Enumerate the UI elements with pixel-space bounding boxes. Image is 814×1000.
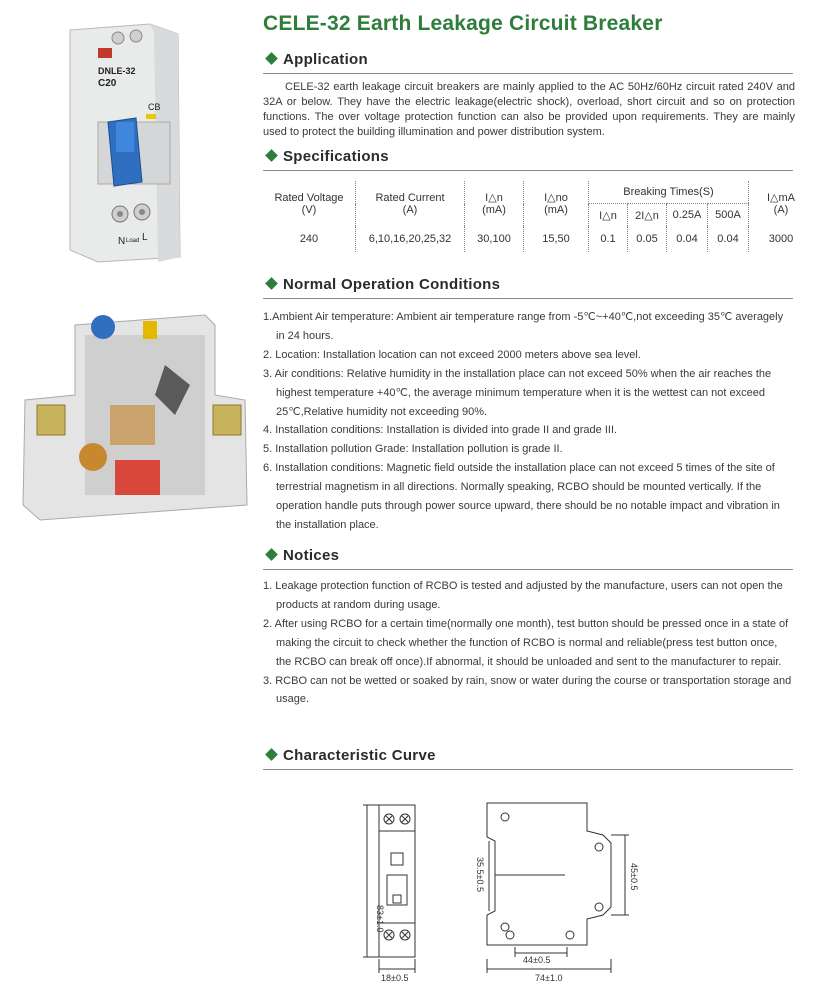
list-item: 2. Location: Installation location can not exceed 2000 meters above sea level.	[263, 348, 641, 361]
bt-025a-value: 0.04	[667, 226, 708, 252]
idno-value: 15,50	[524, 226, 589, 252]
rated-voltage-value: 240	[299, 233, 319, 245]
list-item: 2. After using RCBO for a certain time(normally one month), test button should be pressed once in a state of making the circuit to check whether the function of RCBO is normal and reliable(press test button once, the RCBO can break off once).If abnormal, it should be unloaded and sent to the manufacturer to repair.	[263, 617, 789, 668]
cb-label: CB	[148, 102, 161, 112]
bt-2idn-value: 0.05	[628, 226, 667, 252]
idn-header: I△n (mA)	[465, 181, 524, 226]
normal-operation-list	[263, 308, 793, 535]
idn-value: 30,100	[465, 226, 524, 252]
diamond-bullet-icon	[265, 548, 278, 561]
dim-45: 45±0.5	[629, 863, 639, 891]
bt-500a-value: 0.04	[708, 226, 749, 252]
bt-idn-header: I△n	[589, 204, 628, 227]
specifications-table	[263, 181, 813, 252]
dim-74: 74±1.0	[535, 973, 563, 983]
l-terminal-label: L	[142, 232, 148, 243]
list-item: 3. RCBO can not be wetted or soaked by rain, snow or water during the course or transportation storage and usage.	[263, 674, 792, 706]
list-item: 1. Leakage protection function of RCBO is tested and adjusted by the manufacture, users can not open the products at random during usage.	[263, 580, 783, 611]
diamond-bullet-icon	[265, 52, 278, 65]
list-item: 3. Air conditions: Relative humidity in the installation place can not exceed 50% when the air reaches the highest temperature +40℃, the average minimum temperature when it is the wettest can not exceed 25℃,Relative humidity not exceeding 90%.	[263, 367, 772, 418]
rated-voltage-header: Rated Voltage (V)	[274, 191, 344, 216]
dim-35-5: 35.5±0.5	[475, 857, 485, 892]
notices-list	[263, 577, 793, 709]
diamond-bullet-icon	[265, 149, 278, 162]
rating-label: C20	[98, 78, 117, 89]
notices-heading: Notices	[263, 547, 793, 570]
ima-value: 3000	[749, 226, 814, 252]
normal-operation-heading: Normal Operation Conditions	[263, 276, 793, 299]
load-label: Load	[126, 238, 140, 244]
rated-current-header: Rated Current (A)	[356, 181, 465, 226]
bt-025a-header: 0.25A	[667, 204, 708, 227]
dim-44: 44±0.5	[523, 955, 551, 965]
breaker-internal-photo	[15, 305, 255, 530]
list-item: 5. Installation pollution Grade: Installation pollution is grade II.	[263, 443, 563, 456]
page-title: CELE-32 Earth Leakage Circuit Breaker	[263, 12, 663, 35]
bt-500a-header: 500A	[708, 204, 749, 227]
idno-header: I△no (mA)	[524, 181, 589, 226]
rated-current-value: 6,10,16,20,25,32	[356, 226, 465, 252]
dimension-drawing	[355, 795, 645, 995]
list-item: 4. Installation conditions: Installation is divided into grade II and grade III.	[263, 424, 618, 437]
breaking-times-header: Breaking Times(S)	[589, 181, 749, 204]
list-item: 1.Ambient Air temperature: Ambient air temperature range from -5℃~+40℃,not exceeding 35℃ averagely in 24 hours.	[263, 311, 784, 342]
diamond-bullet-icon	[265, 277, 278, 290]
bt-idn-value: 0.1	[589, 226, 628, 252]
diamond-bullet-icon	[265, 748, 278, 761]
n-terminal-label: N	[118, 236, 126, 247]
ima-header: I△mA (A)	[749, 181, 814, 226]
list-item: 6. Installation conditions: Magnetic field outside the installation place can not exceed 5 times of the site of terrestrial magnetism in all directions. Normally speaking, RCBO should be mounted vertically. If the operation handle puts through power source upward, there should be no notable impact and vibration in the installation place.	[263, 462, 780, 531]
dim-width: 18±0.5	[381, 973, 409, 983]
dim-height: 83±1.0	[375, 905, 385, 933]
application-heading: Application	[263, 51, 793, 74]
characteristic-curve-heading: Characteristic Curve	[263, 747, 793, 770]
bt-2idn-header: 2I△n	[628, 204, 667, 227]
specifications-heading: Specifications	[263, 148, 793, 171]
application-text: CELE-32 earth leakage circuit breakers are mainly applied to the AC 50Hz/60Hz circuit rated 240V and 32A or below. They have the electric leakage(electric shock), overload, short circuit and so on protection functions. The over voltage protection function can also be provided upon requirements. They are mainly used to protect the building illumination and power distribution system.	[263, 81, 795, 138]
breaker-front-photo	[58, 22, 208, 267]
model-label: DNLE-32	[98, 66, 136, 76]
